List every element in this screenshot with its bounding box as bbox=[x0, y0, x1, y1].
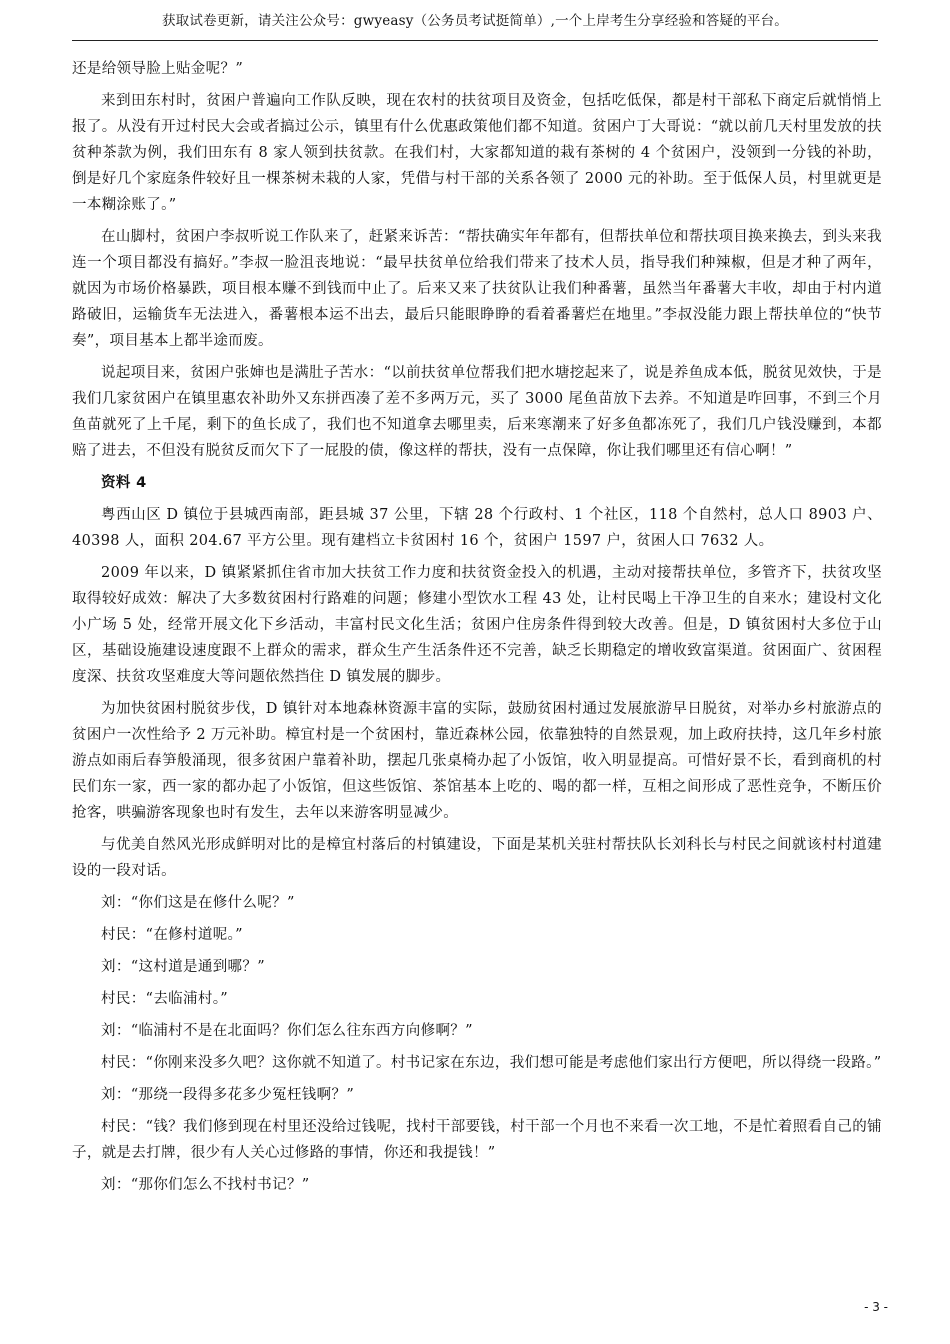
dialogue-line: 刘：“那你们怎么不找村书记？” bbox=[101, 1177, 310, 1193]
paragraph: 为加快贫困村脱贫步伐，D 镇针对本地森林资源丰富的实际，鼓励贫困村通过发展旅游早日脱贫，对举办乡村旅游点的贫困户一次性给予 2 万元补助。樟宜村是一个贫困村，靠近森林公园，依靠独特的自然景观，加上政府扶持，这几年乡村旅游点如雨后春笋般涌现，很多贫困户靠着补助，摆起几张桌椅办起了小饭馆，收入明显提高。可惜好景不长，看到商机的村民们东一家，西一家的都办起了小饭馆，但这些饭馆、茶馆基本上吃的、喝的都一样，互相之间形成了恶性竞争，不断压价抢客，哄骗游客现象也时有发生，去年以来游客明显减少。 bbox=[72, 701, 882, 821]
dialogue-line: 刘：“临浦村不是在北面吗？你们怎么往东西方向修啊？” bbox=[101, 1023, 473, 1039]
paragraph: 在山脚村，贫困户李叔听说工作队来了，赶紧来诉苦：“帮扶确实年年都有，但帮扶单位和帮扶项目换来换去，到头来我连一个项目都没有搞好。”李叔一脸沮丧地说：“最早扶贫单位给我们带来了技术人员，指导我们种辣椒，但是才种了两年，就因为市场价格暴跌，项目根本赚不到钱而中止了。后来又来了扶贫队让我们种番薯，虽然当年番薯大丰收，却由于村内道路破旧，运输货车无法进入，番薯根本运不出去，最后只能眼睁睁的看着番薯烂在地里。”李叔没能力跟上帮扶单位的“快节奏”，项目基本上都半途而废。 bbox=[72, 229, 882, 349]
dialogue-line: 村民：“去临浦村。” bbox=[101, 991, 229, 1007]
dialogue-line: 村民：“钱？我们修到现在村里还没给过钱呢，找村干部要钱，村干部一个月也不来看一次工地，不是忙着照看自己的铺子，就是去打牌，很少有人关心过修路的事情，你还和我提钱！” bbox=[72, 1119, 882, 1161]
paragraph: 说起项目来，贫困户张婶也是满肚子苦水：“以前扶贫单位帮我们把水塘挖起来了，说是养鱼成本低，脱贫见效快，于是我们几家贫困户在镇里惠农补助外又东拼西凑了差不多两万元，买了 3000 尾鱼苗放下去养。不知道是咋回事，不到三个月鱼苗就死了上千尾，剩下的鱼长成了，我们也不知道拿去哪里卖，后来寒潮来了好多鱼都冻死了，我们几户钱没赚到，本都赔了进去，不但没有脱贫反而欠下了一屁股的债，像这样的帮扶，没有一点保障，你让我们哪里还有信心啊！” bbox=[72, 365, 882, 459]
section-heading: 资料 4 bbox=[101, 475, 147, 491]
paragraph: 2009 年以来，D 镇紧紧抓住省市加大扶贫工作力度和扶贫资金投入的机遇，主动对接帮扶单位，多管齐下，扶贫攻坚取得较好成效：解决了大多数贫困村行路难的问题；修建小型饮水工程 43 处，让村民喝上干净卫生的自来水；建设村文化小广场 5 处，经常开展文化下乡活动，丰富村民文化生活；贫困户住房条件得到较大改善。但是，D 镇贫困村大多位于山区，基础设施建设速度跟不上群众的需求，群众生产生活条件还不完善，缺乏长期稳定的增收致富渠道。贫困面广、贫困程度深、扶贫攻坚难度大等问题依然挡住 D 镇发展的脚步。 bbox=[72, 565, 882, 685]
dialogue-line: 刘：“这村道是通到哪？” bbox=[101, 959, 266, 975]
dialogue-line: 刘：“那绕一段得多花多少冤枉钱啊？” bbox=[101, 1087, 355, 1103]
paragraph: 粤西山区 D 镇位于县城西南部，距县城 37 公里，下辖 28 个行政村、1 个社区，118 个自然村，总人口 8903 户、40398 人，面积 204.67 平方公里。现有建档立卡贫困村 16 个，贫困户 1597 户，贫困人口 7632 人。 bbox=[72, 507, 882, 549]
paragraph: 还是给领导脸上贴金呢？” bbox=[72, 61, 244, 77]
document-body bbox=[72, 56, 882, 1204]
dialogue-line: 刘：“你们这是在修什么呢？” bbox=[101, 895, 295, 911]
page-number: - 3 - bbox=[864, 1300, 888, 1314]
header-divider bbox=[72, 40, 878, 41]
paragraph: 与优美自然风光形成鲜明对比的是樟宜村落后的村镇建设，下面是某机关驻村帮扶队长刘科长与村民之间就该村村道建设的一段对话。 bbox=[72, 837, 882, 879]
dialogue-line: 村民：“你刚来没多久吧？这你就不知道了。村书记家在东边，我们想可能是考虑他们家出行方便吧，所以得绕一段路。” bbox=[101, 1055, 882, 1071]
header-notice: 获取试卷更新，请关注公众号：gwyeasy（公务员考试挺简单）,一个上岸考生分享经验和答疑的平台。 bbox=[161, 13, 788, 29]
paragraph: 来到田东村时，贫困户普遍向工作队反映，现在农村的扶贫项目及资金，包括吃低保，都是村干部私下商定后就悄悄上报了。从没有开过村民大会或者搞过公示，镇里有什么优惠政策他们都不知道。贫困户丁大哥说：“就以前几天村里发放的扶贫种茶款为例，我们田东有 8 家人领到扶贫款。在我们村，大家都知道的栽有茶树的 4 个贫困户，没领到一分钱的补助，倒是好几个家庭条件较好且一棵茶树未栽的人家，凭借与村干部的关系各领了 2000 元的补助。至于低保人员，村里就更是一本糊涂账了。” bbox=[72, 93, 882, 213]
dialogue-line: 村民：“在修村道呢。” bbox=[101, 927, 243, 943]
